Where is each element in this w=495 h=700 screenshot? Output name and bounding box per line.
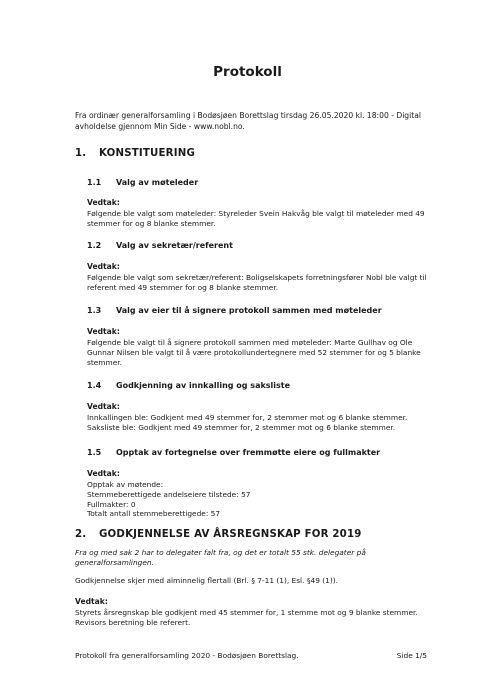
subsection-title: Valg av møteleder	[116, 178, 199, 187]
footer-document-name: Protokoll fra generalforsamling 2020 - Bodøsjøen Borettslag.	[75, 651, 299, 660]
intro-paragraph: Fra ordinær generalforsamling i Bodøsjøen Borettslag tirsdag 26.05.2020 kl. 18:00 - Digital avholdelse gjennom Min Side - www.nobl.no.	[75, 111, 421, 131]
vedtak-text-1-5: Opptak av møtende: Stemmeberettigede andelseiere tilstede: 57 Fullmakter: 0 Totalt antall stemmeberettigede: 57	[87, 480, 251, 519]
subsection-heading-1-5	[87, 448, 447, 457]
vedtak-text-1-3: Følgende ble valgt til å signere protokoll sammen med møteleder: Marte Gullhav og Ole Gunnar Nilsen ble valgt til å være protokollundertegnere med 52 stemmer for og 5 blanke stemmer.	[87, 338, 421, 367]
section-heading-2	[75, 529, 435, 540]
subsection-heading-1-1	[87, 178, 447, 187]
vedtak-text-1-2: Følgende ble valgt som sekretær/referent: Boligselskapets forretningsfører Nobl ble valgt til referent med 49 stemmer for og 8 blanke stemmer.	[87, 273, 427, 292]
section-number: 2.	[75, 529, 87, 540]
vedtak-label: Vedtak:	[87, 198, 120, 207]
subsection-number: 1.2	[87, 241, 102, 250]
page-footer	[75, 651, 427, 660]
subsection-heading-1-2	[87, 241, 447, 250]
vedtak-label: Vedtak:	[87, 402, 120, 411]
vedtak-text-1-1: Følgende ble valgt som møteleder: Styreleder Svein Hakvåg ble valgt til møteleder med 49 stemmer for og 8 blanke stemmer.	[87, 209, 425, 228]
section-title: GODKJENNELSE AV ÅRSREGNSKAP FOR 2019	[99, 529, 362, 540]
subsection-title: Opptak av fortegnelse over fremmøtte eiere og fullmakter	[116, 448, 381, 457]
page-number: Side 1/5	[396, 651, 427, 660]
section-title: KONSTITUERING	[99, 148, 196, 159]
delegates-note: Fra og med sak 2 har to delegater falt fra, og det er totalt 55 stk. delegater på generalforsamlingen.	[75, 548, 366, 567]
subsection-number: 1.4	[87, 381, 102, 390]
subsection-title: Valg av sekretær/referent	[116, 241, 233, 250]
subsection-number: 1.5	[87, 448, 102, 457]
section-heading-1	[75, 148, 435, 159]
vedtak-label: Vedtak:	[87, 262, 120, 271]
subsection-heading-1-4	[87, 381, 447, 390]
vedtak-text-2: Styrets årsregnskap ble godkjent med 45 stemmer for, 1 stemme mot og 9 blanke stemmer. Revisors beretning ble referert.	[75, 608, 418, 627]
subsection-title: Godkjenning av innkalling og saksliste	[116, 381, 291, 390]
approval-rule: Godkjennelse skjer med alminnelig flertall (Brl. § 7-11 (1), Esl. §49 (1)).	[75, 576, 338, 585]
subsection-title: Valg av eier til å signere protokoll sammen med møteleder	[116, 306, 382, 315]
vedtak-label: Vedtak:	[87, 469, 120, 478]
vedtak-label: Vedtak:	[75, 597, 108, 606]
section-number: 1.	[75, 148, 87, 159]
vedtak-label: Vedtak:	[87, 327, 120, 336]
subsection-number: 1.1	[87, 178, 102, 187]
vedtak-text-1-4: Innkallingen ble: Godkjent med 49 stemmer for, 2 stemmer mot og 6 blanke stemmer. Saksliste ble: Godkjent med 49 stemmer for, 2 stemmer mot og 6 blanke stemmer.	[87, 413, 408, 432]
subsection-heading-1-3	[87, 306, 447, 315]
document-title: Protokoll	[213, 64, 282, 80]
subsection-number: 1.3	[87, 306, 102, 315]
